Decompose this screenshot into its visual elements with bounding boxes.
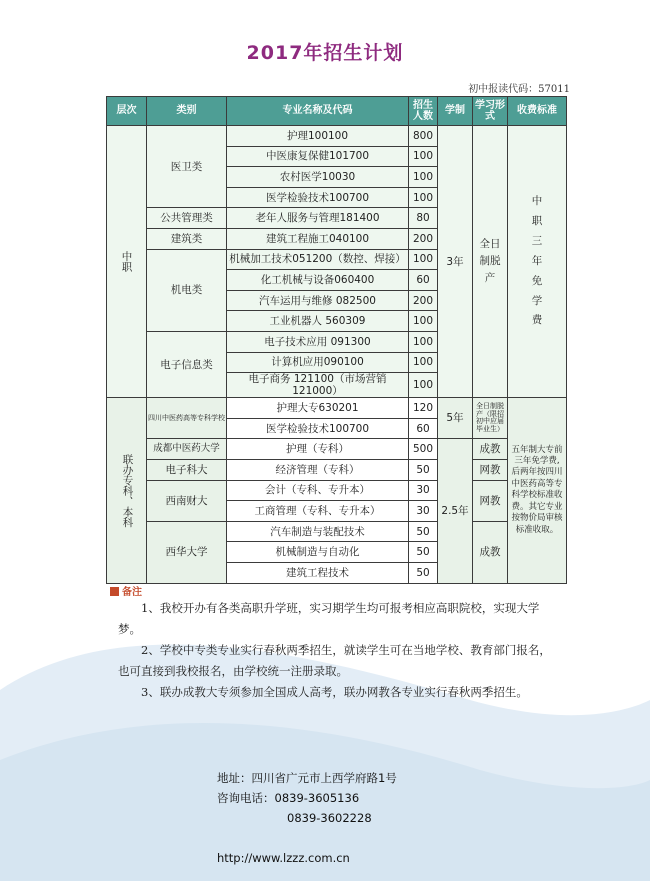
major-cell: 医学检验技术100700 [227,418,409,439]
major-cell: 会计（专科、专升本） [227,480,409,501]
count-cell: 50 [409,542,438,563]
count-cell: 800 [409,126,438,147]
count-cell: 100 [409,311,438,332]
count-cell: 100 [409,373,438,398]
table-row [107,398,567,419]
fee-lianban: 五年制大专前三年免学费,后两年按四川中医药高等专科学校标准收费。其它专业按物价局审核标准收取。 [508,398,567,583]
form-full: 全日制脱产（限招初中应届毕业生） [473,398,508,439]
count-cell: 200 [409,228,438,249]
header-category: 类别 [147,97,227,126]
partner-cell: 成都中医药大学 [147,439,227,460]
note-item: 3、联办成教大专须参加全国成人高考，联办网教各专业实行春秋两季招生。 [141,685,528,699]
major-cell: 电子技术应用 091300 [227,331,409,352]
count-cell: 100 [409,352,438,373]
count-cell: 50 [409,521,438,542]
notes-heading: 备注 [110,583,142,598]
count-cell: 100 [409,187,438,208]
form-cell: 成教 [473,521,508,583]
major-cell: 中医康复保健101700 [227,146,409,167]
level-lianban: 联办专科、本科 [107,398,147,583]
form-cell: 成教 [473,439,508,460]
category-cell: 建筑类 [147,228,227,249]
count-cell: 500 [409,439,438,460]
form-cell: 网教 [473,460,508,481]
header-count: 招生人数 [409,97,438,126]
header-duration: 学制 [438,97,473,126]
address: 地址：四川省广元市上西学府路1号 [217,771,397,785]
notes [118,598,558,703]
phone-1: 咨询电话：0839-3605136 [217,791,360,805]
partner-cell: 西南财大 [147,480,227,521]
count-cell: 120 [409,398,438,419]
table-row [107,460,567,481]
count-cell: 100 [409,331,438,352]
major-cell: 护理100100 [227,126,409,147]
website-url: http://www.lzzz.com.cn [217,851,350,865]
category-cell: 公共管理类 [147,208,227,229]
header-fee: 收费标准 [508,97,567,126]
major-cell: 机械加工技术051200（数控、焊接） [227,249,409,270]
duration-twofive: 2.5年 [438,439,473,583]
count-cell: 100 [409,146,438,167]
table-row [107,480,567,501]
form-cell: 网教 [473,480,508,521]
count-cell: 30 [409,501,438,522]
major-cell: 护理大专630201 [227,398,409,419]
contact-block [217,768,397,868]
count-cell: 200 [409,290,438,311]
count-cell: 60 [409,270,438,291]
count-cell: 60 [409,418,438,439]
major-cell: 建筑工程技术 [227,563,409,584]
major-cell: 医学检验技术100700 [227,187,409,208]
major-cell: 老年人服务与管理181400 [227,208,409,229]
major-cell: 电子商务 121100（市场营销121000） [227,373,409,398]
page-title: 2017年招生计划 [246,42,404,64]
count-cell: 80 [409,208,438,229]
major-cell: 汽车运用与维修 082500 [227,290,409,311]
form-zhongzhi: 全日制脱产 [473,126,508,398]
enrollment-table [106,96,567,584]
fee-zhongzhi: 中职三年免学费 [508,126,567,398]
table-row [107,521,567,542]
category-cell: 电子信息类 [147,331,227,397]
major-cell: 经济管理（专科） [227,460,409,481]
category-cell: 医卫类 [147,126,227,208]
count-cell: 100 [409,249,438,270]
category-cell: 机电类 [147,249,227,331]
square-bullet-icon [110,587,119,596]
major-cell: 汽车制造与装配技术 [227,521,409,542]
major-cell: 农村医学10030 [227,167,409,188]
header-level: 层次 [107,97,147,126]
partner-cell: 西华大学 [147,521,227,583]
table-row [107,439,567,460]
major-cell: 化工机械与设备060400 [227,270,409,291]
major-cell: 工商管理（专科、专升本） [227,501,409,522]
major-cell: 计算机应用090100 [227,352,409,373]
header-form: 学习形式 [473,97,508,126]
major-cell: 护理（专科） [227,439,409,460]
table-header-row [107,97,567,126]
count-cell: 50 [409,460,438,481]
major-cell: 机械制造与自动化 [227,542,409,563]
count-cell: 50 [409,563,438,584]
major-cell: 建筑工程施工040100 [227,228,409,249]
partner-cell: 四川中医药高等专科学校 [147,398,227,439]
note-item: 1、我校开办有各类高职升学班，实习期学生均可报考相应高职院校，实现大学梦。 [118,601,540,636]
note-item: 2、学校中专类专业实行春秋两季招生，就读学生可在当地学校、教育部门报名，也可直接到我校报名，由学校统一注册录取。 [118,643,551,678]
duration-five: 5年 [438,398,473,439]
duration-zhongzhi: 3年 [438,126,473,398]
header-major: 专业名称及代码 [227,97,409,126]
count-cell: 100 [409,167,438,188]
report-code: 初中报读代码：57011 [468,84,570,95]
phone-2: 0839-3602228 [287,811,372,825]
table-row [107,126,567,147]
partner-cell: 电子科大 [147,460,227,481]
count-cell: 30 [409,480,438,501]
level-zhongzhi: 中职 [107,126,147,398]
major-cell: 工业机器人 560309 [227,311,409,332]
